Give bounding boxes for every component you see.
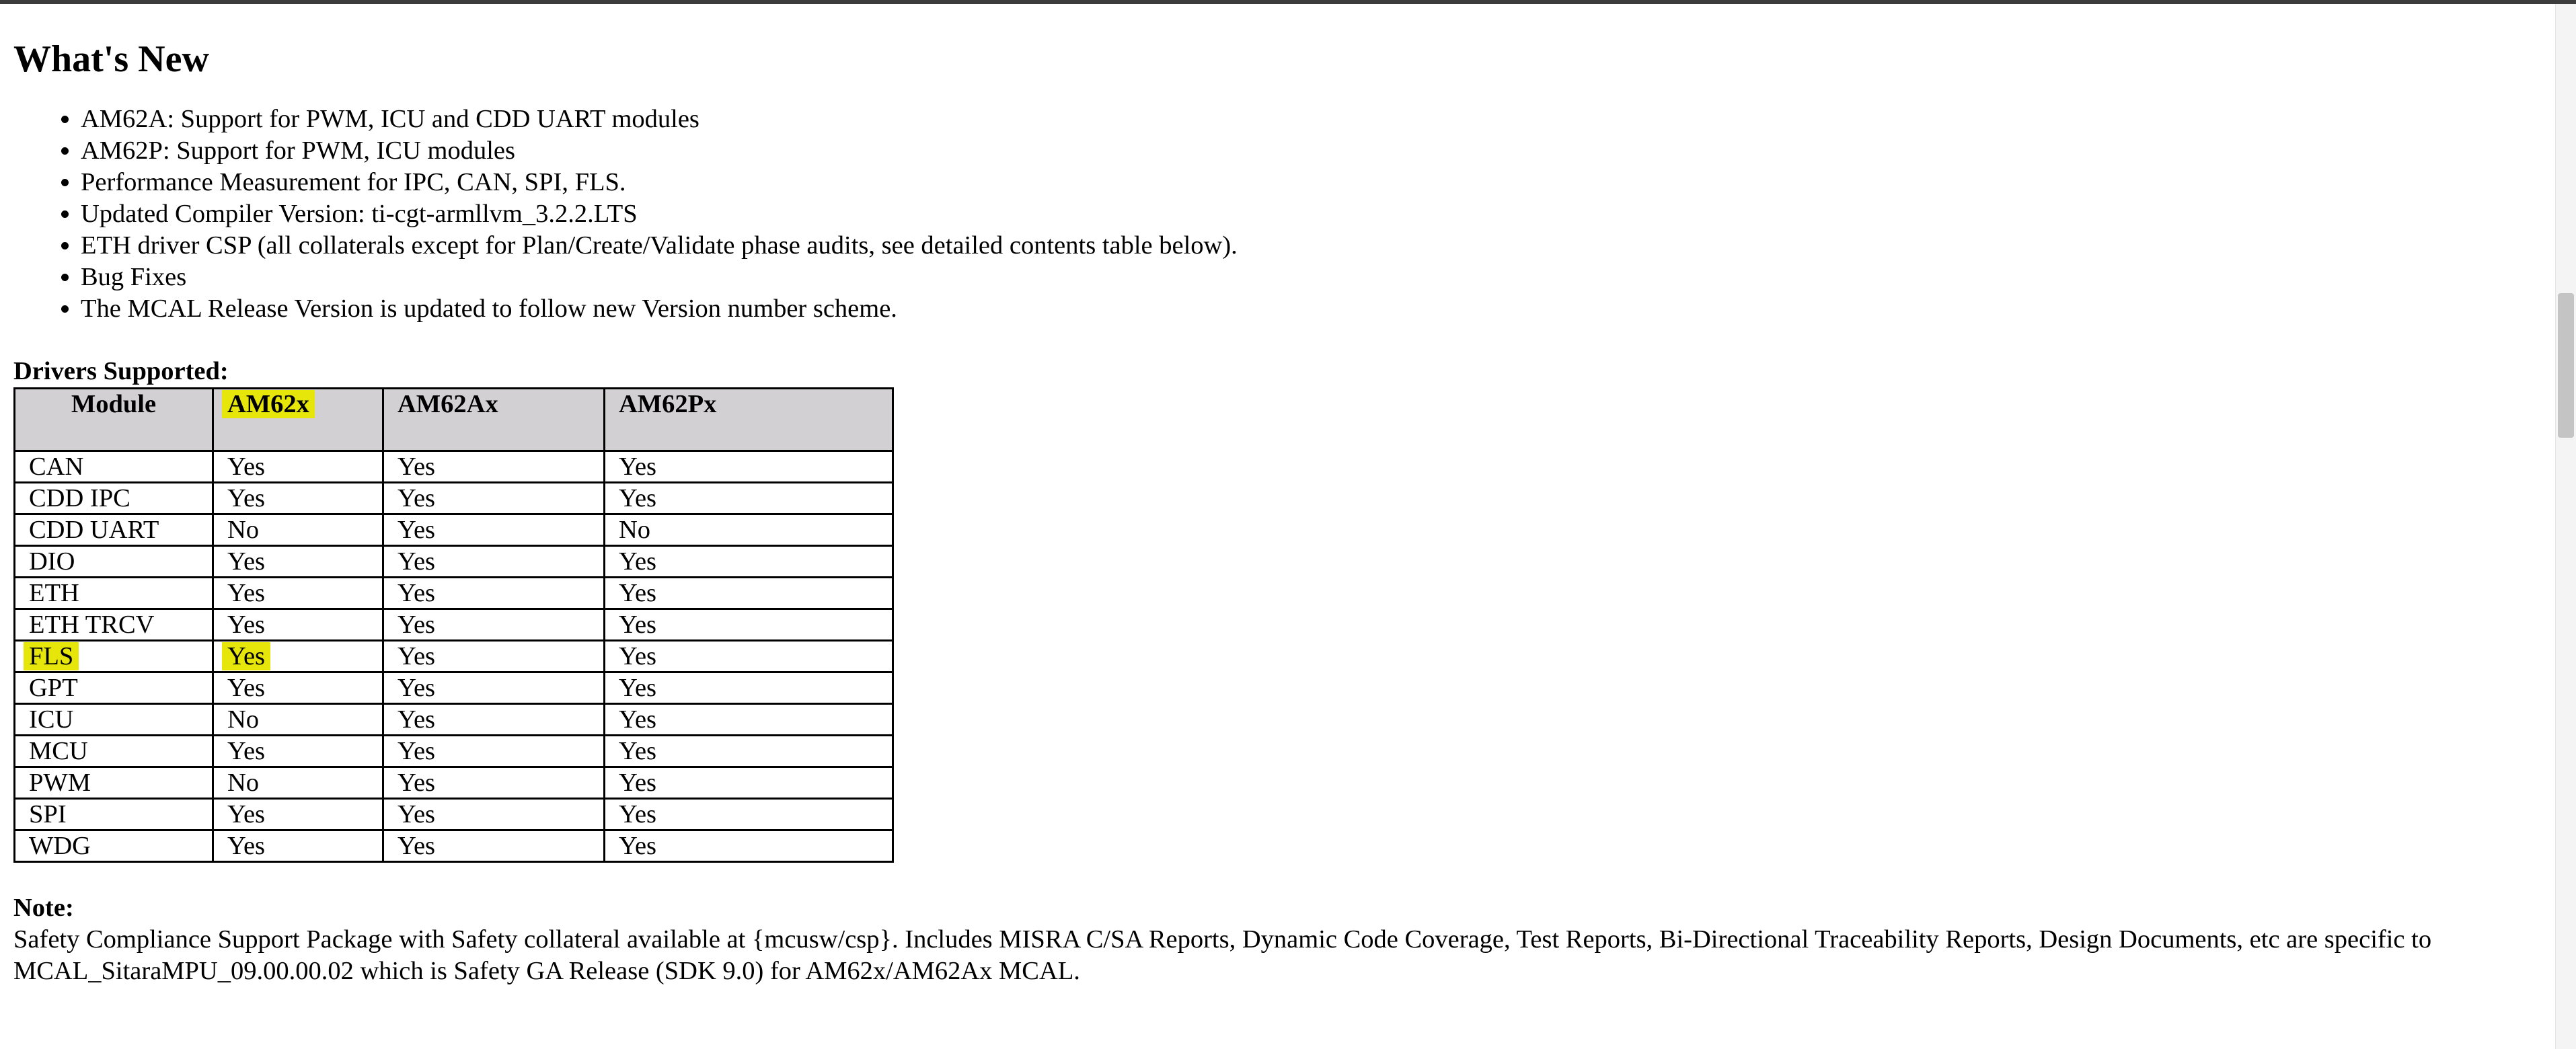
header-am62x (213, 389, 383, 451)
cell-am62ax: Yes (383, 609, 605, 641)
cell-am62x: Yes (213, 483, 383, 514)
highlighted-text: FLS (24, 642, 79, 670)
cell-module (15, 641, 213, 672)
table-row (15, 609, 893, 641)
highlighted-text: AM62x (222, 390, 315, 418)
cell-am62px: Yes (605, 672, 893, 704)
window-top-border (0, 0, 2576, 4)
cell-module: DIO (15, 546, 213, 578)
cell-am62px: Yes (605, 451, 893, 483)
cell-am62px: Yes (605, 609, 893, 641)
cell-am62x: Yes (213, 578, 383, 609)
cell-am62x: Yes (213, 609, 383, 641)
cell-module: CDD UART (15, 514, 213, 546)
table-row (15, 451, 893, 483)
cell-module: CDD IPC (15, 483, 213, 514)
cell-am62ax: Yes (383, 514, 605, 546)
header-am62ax: AM62Ax (383, 389, 605, 451)
cell-am62ax: Yes (383, 578, 605, 609)
cell-am62x: Yes (213, 451, 383, 483)
cell-am62ax: Yes (383, 672, 605, 704)
list-item: • Updated Compiler Version: ti-cgt-armllvm_3.2.2.LTS (81, 198, 2529, 230)
list-item: • AM62A: Support for PWM, ICU and CDD UART modules (81, 104, 2529, 135)
table-row (15, 672, 893, 704)
cell-am62ax: Yes (383, 483, 605, 514)
cell-am62x: No (213, 514, 383, 546)
cell-module: ETH TRCV (15, 609, 213, 641)
cell-am62ax: Yes (383, 451, 605, 483)
cell-am62px: Yes (605, 546, 893, 578)
header-am62px: AM62Px (605, 389, 893, 451)
cell-am62ax: Yes (383, 830, 605, 862)
list-item: • Performance Measurement for IPC, CAN, SPI, FLS. (81, 167, 2529, 198)
list-item: • The MCAL Release Version is updated to follow new Version number scheme. (81, 293, 2529, 325)
cell-am62px: Yes (605, 799, 893, 830)
vertical-scrollbar[interactable] (2555, 4, 2576, 1049)
header-module: Module (15, 389, 213, 451)
table-row (15, 736, 893, 767)
cell-am62ax: Yes (383, 799, 605, 830)
drivers-table (13, 387, 894, 863)
table-row (15, 514, 893, 546)
cell-am62x (213, 641, 383, 672)
table-row (15, 483, 893, 514)
cell-module: SPI (15, 799, 213, 830)
table-row (15, 767, 893, 799)
table-row (15, 641, 893, 672)
page-title: What's New (13, 38, 209, 80)
cell-module: ETH (15, 578, 213, 609)
cell-module: ICU (15, 704, 213, 736)
cell-am62x: Yes (213, 830, 383, 862)
cell-module: PWM (15, 767, 213, 799)
cell-am62x: Yes (213, 672, 383, 704)
cell-am62px: Yes (605, 578, 893, 609)
cell-am62px: Yes (605, 483, 893, 514)
cell-am62x: Yes (213, 546, 383, 578)
table-header-row (15, 389, 893, 451)
note-label: Note: (13, 894, 74, 922)
cell-am62ax: Yes (383, 736, 605, 767)
cell-am62x: Yes (213, 736, 383, 767)
scrollbar-thumb[interactable] (2558, 293, 2574, 438)
list-item: • ETH driver CSP (all collaterals except for Plan/Create/Validate phase audits, see detailed contents table below). (81, 230, 2529, 262)
table-row (15, 830, 893, 862)
page-content (13, 30, 2529, 987)
note-text: Safety Compliance Support Package with Safety collateral available at {mcusw/csp}. Includes MISRA C/SA Reports, Dynamic Code Coverage, Test Reports, Bi-Directional Traceability Reports, Design Documents, etc are specific to MCAL_SitaraMPU_09.00.00.02 which is Safety GA Release (SDK 9.0) for AM62x/AM62Ax MCAL. (13, 925, 2432, 985)
cell-am62px: Yes (605, 704, 893, 736)
table-row (15, 799, 893, 830)
cell-am62px: Yes (605, 736, 893, 767)
cell-am62px: No (605, 514, 893, 546)
table-row (15, 546, 893, 578)
cell-am62ax: Yes (383, 704, 605, 736)
cell-am62px: Yes (605, 641, 893, 672)
cell-am62ax: Yes (383, 546, 605, 578)
cell-am62ax: Yes (383, 641, 605, 672)
table-row (15, 704, 893, 736)
cell-module: CAN (15, 451, 213, 483)
cell-am62x: Yes (213, 799, 383, 830)
cell-am62ax: Yes (383, 767, 605, 799)
cell-am62x: No (213, 704, 383, 736)
list-item: • Bug Fixes (81, 262, 2529, 293)
cell-am62px: Yes (605, 830, 893, 862)
table-row (15, 578, 893, 609)
cell-am62x: No (213, 767, 383, 799)
cell-module: GPT (15, 672, 213, 704)
highlighted-text: Yes (222, 642, 270, 670)
whats-new-list (13, 104, 2529, 325)
cell-am62px: Yes (605, 767, 893, 799)
drivers-supported-label: Drivers Supported: (13, 357, 229, 385)
cell-module: WDG (15, 830, 213, 862)
cell-module: MCU (15, 736, 213, 767)
list-item: • AM62P: Support for PWM, ICU modules (81, 135, 2529, 167)
